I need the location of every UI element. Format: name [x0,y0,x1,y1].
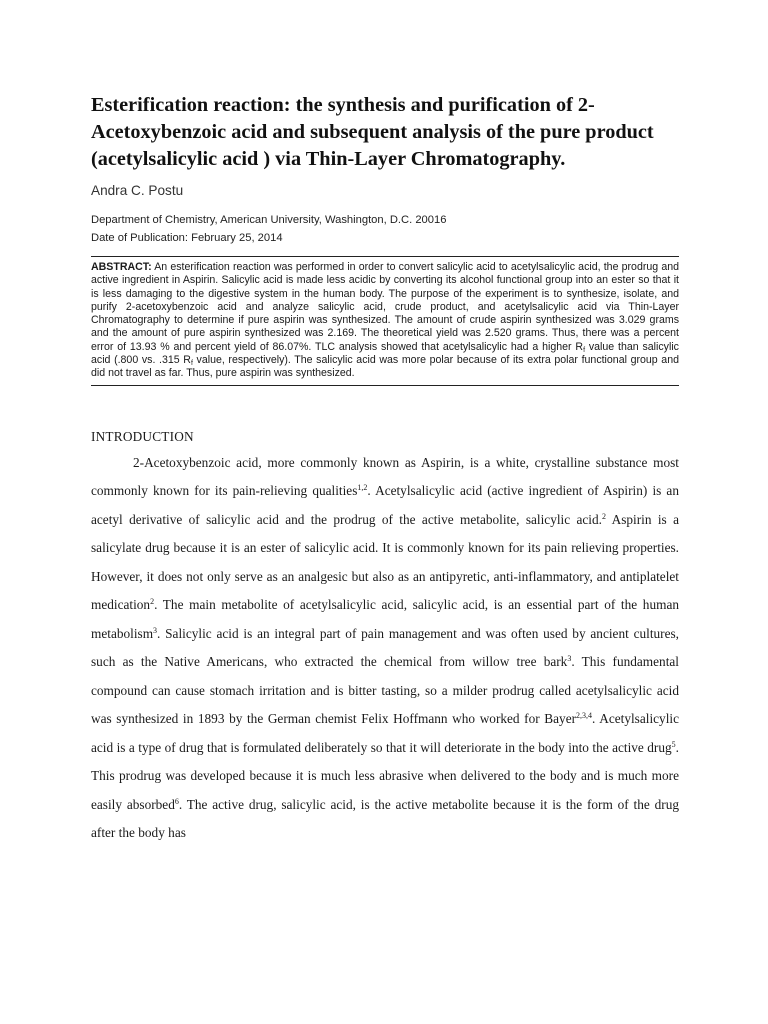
abstract-part-2: value than salicylic acid (.800 vs. .315 R [91,340,679,367]
introduction-paragraph [91,449,679,848]
paper-title: Esterification reaction: the synthesis and purification of 2-Acetoxybenzoic acid and subsequent analysis of the pure product (acetylsalicylic acid ) via Thin-Layer Chromatography. [91,94,654,170]
abstract-box [91,256,679,386]
citation-ref: 3 [567,654,572,664]
intro-sentence: . Acetylsalicylic acid is a type of drug that is formulated deliberately so that it will deteriorate in the body into the active drug [91,711,679,755]
rf-subscript: f [583,346,586,354]
abstract-text [91,261,679,381]
abstract-part-3: value, respectively). The salicylic acid was more polar because of its extra polar functional group and did not travel as far. Thus, pure aspirin was synthesized. [91,354,679,380]
intro-sentence: 2-Acetoxybenzoic acid, more commonly known as Aspirin, is a white, crystalline substance most commonly known for its pain-relieving qualities [91,454,679,499]
intro-sentence: . The active drug, salicylic acid, is the active metabolite because it is the form of the drug after the body has [91,796,679,841]
intro-sentence: . This fundamental compound can cause stomach irritation and is bitter tasting, so a milder prodrug called acetylsalicylic acid was synthesized in 1893 by the German chemist Felix Hoffmann who worked for Bayer [91,654,679,727]
author-name: Andra C. Postu [91,183,184,198]
citation-ref: 2,3,4 [576,711,593,721]
citation-ref: 3 [153,625,158,635]
intro-sentence: . Acetylsalicylic acid (active ingredient of Aspirin) is an acetyl derivative of salicylic acid and the prodrug of the active metabolite, salicylic acid. [91,483,679,527]
publication-date: Date of Publication: February 25, 2014 [91,232,283,244]
intro-sentence: . Salicylic acid is an integral part of pain management and was often used by ancient cultures, such as the Native Americans, who extracted the chemical from willow tree bark [91,625,679,670]
section-heading-introduction: INTRODUCTION [91,428,194,444]
abstract-label: ABSTRACT: [91,261,152,273]
affiliation: Department of Chemistry, American University, Washington, D.C. 20016 [91,214,447,226]
intro-sentence: Aspirin is a salicylate drug because it is an ester of salicylic acid. It is commonly known for its pain relieving properties. However, it does not only serve as an analgesic but also as an antipyretic, anti-inflammatory, and antiplatelet medication [91,511,679,613]
citation-ref: 1,2 [357,483,368,493]
citation-ref: 2 [601,511,606,521]
abstract-part-1: An esterification reaction was performed in order to convert salicylic acid to acetylsalicylic acid, the prodrug and active ingredient in Aspirin. Salicylic acid is made less acidic by converting its alcohol functional group into an ester so that it is less damaging to the digestive system in the human body. The purpose of the experiment is to synthesize, isolate, and purify 2-acetoxybenzoic acid and analyze salicylic acid, crude product, and acetylsalicylic acid via Thin-Layer Chromatography to determine if pure aspirin was synthesized. The amount of crude aspirin synthesized was 3.029 grams and the amount of pure aspirin synthesized was 2.169. The theoretical yield was 2.520 grams. Thus, there was a percent error of 13.93 % and percent yield of 86.07%. TLC analysis showed that acetylsalicylic had a higher R [91,261,679,353]
intro-sentence: . The main metabolite of acetylsalicylic acid, salicylic acid, is an essential part of the human metabolism [91,597,679,641]
citation-ref: 6 [174,796,179,806]
intro-sentence: . This prodrug was developed because it is much less abrasive when delivered to the body and is much more easily absorbed [91,739,679,812]
affiliation-block [91,211,679,247]
citation-ref: 5 [671,739,676,749]
rf-subscript: f [190,360,193,368]
citation-ref: 2 [150,597,155,607]
paper-page [91,92,679,861]
